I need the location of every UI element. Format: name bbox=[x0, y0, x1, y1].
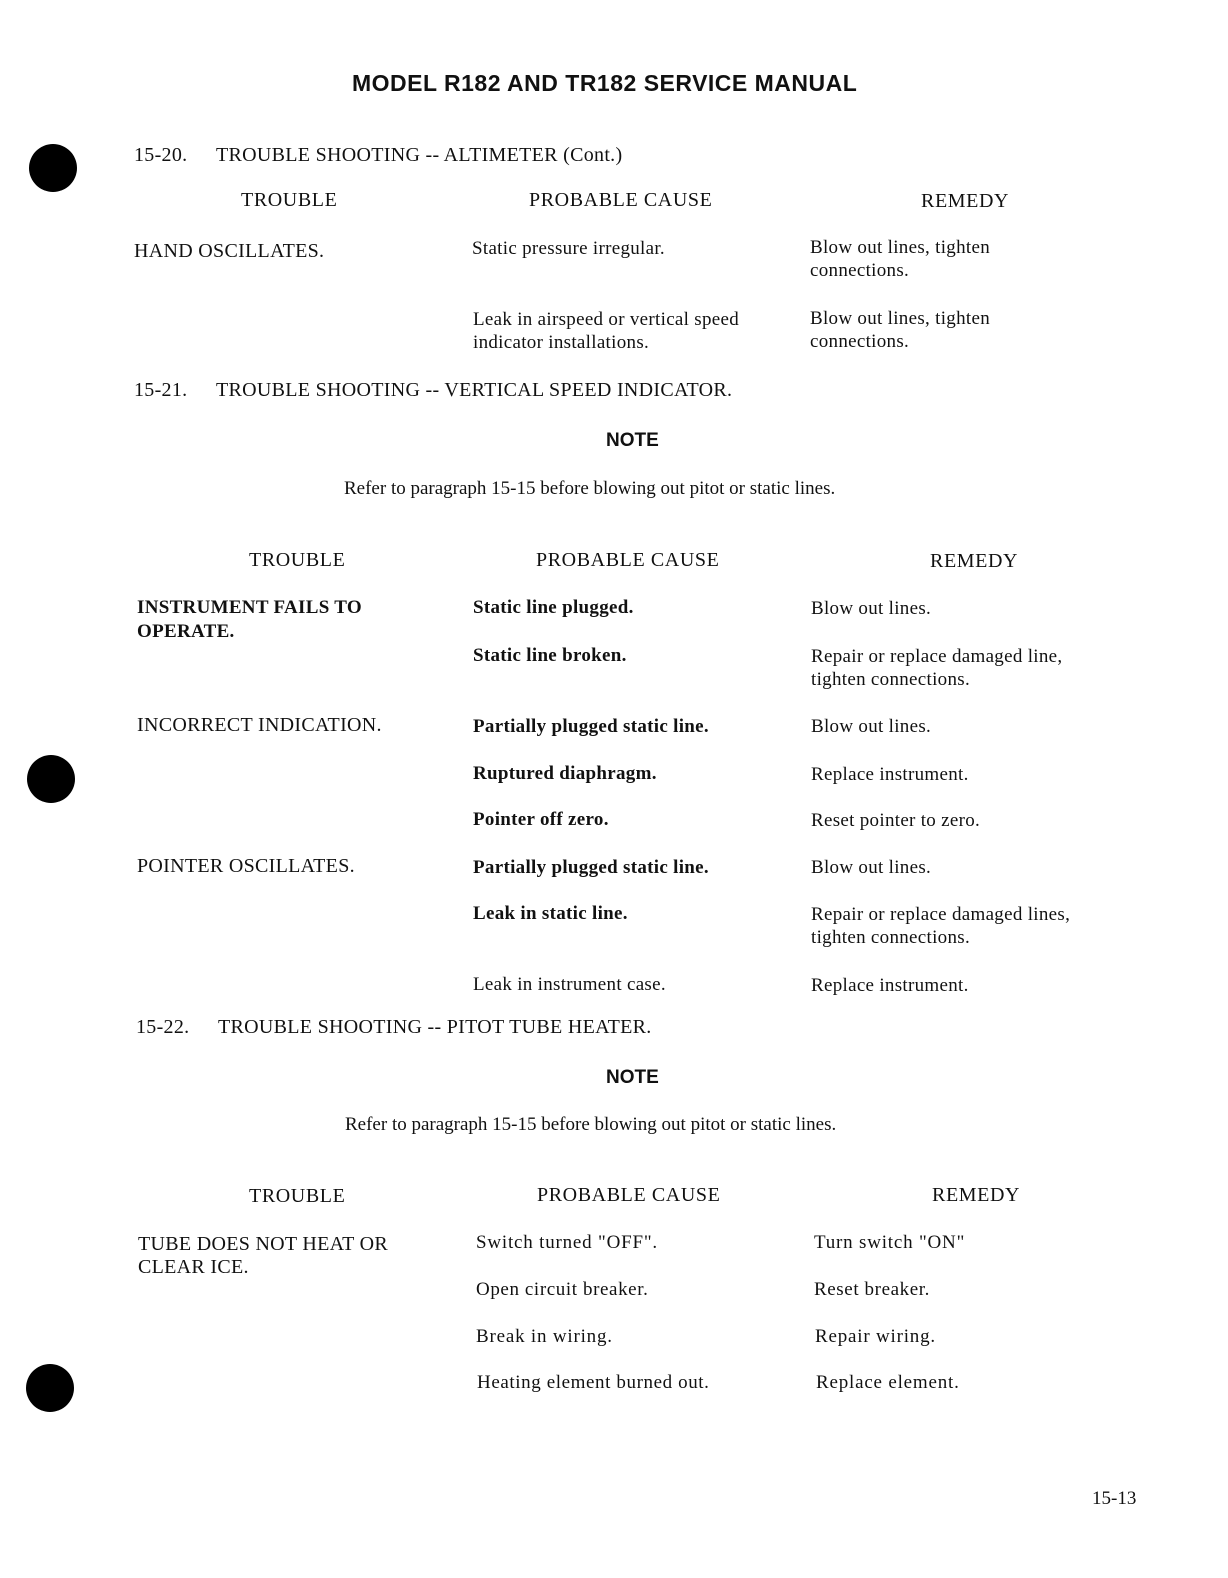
cause-cell: Static pressure irregular. bbox=[472, 238, 665, 259]
note-heading: NOTE bbox=[606, 430, 659, 451]
column-header-remedy: REMEDY bbox=[921, 190, 1010, 212]
column-header-trouble: TROUBLE bbox=[249, 549, 346, 571]
note-text: Refer to paragraph 15-15 before blowing out pitot or static lines. bbox=[345, 1114, 837, 1135]
binder-hole-middle bbox=[27, 755, 75, 803]
cause-cell: Static line broken. bbox=[473, 645, 627, 666]
remedy-cell: Repair or replace damaged lines, tighten connections. bbox=[811, 904, 1071, 948]
cause-cell: Leak in airspeed or vertical speed indicator installations. bbox=[473, 309, 740, 353]
trouble-cell: TUBE DOES NOT HEAT OR CLEAR ICE. bbox=[138, 1233, 389, 1278]
section-number: 15-21. bbox=[134, 379, 188, 401]
trouble-cell: INSTRUMENT FAILS TO OPERATE. bbox=[137, 597, 362, 642]
remedy-cell: Blow out lines. bbox=[811, 716, 932, 737]
note-text: Refer to paragraph 15-15 before blowing out pitot or static lines. bbox=[344, 478, 836, 499]
remedy-cell: Blow out lines. bbox=[811, 857, 932, 878]
section-number: 15-20. bbox=[134, 144, 188, 166]
cause-cell: Leak in static line. bbox=[473, 903, 628, 924]
remedy-cell: Replace instrument. bbox=[811, 975, 969, 996]
cause-cell: Partially plugged static line. bbox=[473, 857, 709, 878]
column-header-remedy: REMEDY bbox=[930, 550, 1019, 572]
remedy-cell: Reset breaker. bbox=[814, 1279, 931, 1300]
column-header-trouble: TROUBLE bbox=[241, 189, 338, 211]
cause-cell: Break in wiring. bbox=[476, 1326, 613, 1347]
cause-cell: Partially plugged static line. bbox=[473, 716, 709, 737]
section-title: TROUBLE SHOOTING -- PITOT TUBE HEATER. bbox=[218, 1016, 652, 1038]
column-header-probable-cause: PROBABLE CAUSE bbox=[529, 189, 713, 211]
binder-hole-top bbox=[29, 144, 77, 192]
page-number: 15-13 bbox=[1092, 1488, 1137, 1509]
cause-cell: Ruptured diaphragm. bbox=[473, 763, 657, 784]
section-title: TROUBLE SHOOTING -- ALTIMETER (Cont.) bbox=[216, 144, 623, 166]
remedy-cell: Turn switch "ON" bbox=[814, 1232, 966, 1253]
cause-cell: Static line plugged. bbox=[473, 597, 634, 618]
column-header-remedy: REMEDY bbox=[932, 1184, 1021, 1206]
section-title: TROUBLE SHOOTING -- VERTICAL SPEED INDICATOR. bbox=[216, 379, 733, 401]
section-heading-altimeter bbox=[134, 144, 622, 167]
remedy-cell: Blow out lines, tighten connections. bbox=[810, 308, 991, 352]
remedy-cell: Blow out lines. bbox=[811, 598, 932, 619]
note-heading: NOTE bbox=[606, 1067, 659, 1088]
trouble-cell: INCORRECT INDICATION. bbox=[137, 714, 382, 736]
trouble-cell: POINTER OSCILLATES. bbox=[137, 855, 355, 877]
cause-cell: Switch turned "OFF". bbox=[476, 1232, 658, 1253]
section-number: 15-22. bbox=[136, 1016, 190, 1038]
remedy-cell: Blow out lines, tighten connections. bbox=[810, 237, 991, 281]
cause-cell: Pointer off zero. bbox=[473, 809, 609, 830]
remedy-cell: Replace element. bbox=[816, 1372, 960, 1393]
remedy-cell: Replace instrument. bbox=[811, 764, 969, 785]
remedy-cell: Repair wiring. bbox=[815, 1326, 936, 1347]
binder-hole-bottom bbox=[26, 1364, 74, 1412]
cause-cell: Open circuit breaker. bbox=[476, 1279, 649, 1300]
page-title: MODEL R182 AND TR182 SERVICE MANUAL bbox=[352, 70, 858, 96]
trouble-cell: HAND OSCILLATES. bbox=[134, 240, 325, 262]
column-header-probable-cause: PROBABLE CAUSE bbox=[537, 1184, 721, 1206]
cause-cell: Leak in instrument case. bbox=[473, 974, 666, 995]
column-header-trouble: TROUBLE bbox=[249, 1185, 346, 1207]
remedy-cell: Repair or replace damaged line, tighten connections. bbox=[811, 646, 1063, 690]
section-heading-pitot-tube-heater bbox=[136, 1016, 652, 1039]
column-header-probable-cause: PROBABLE CAUSE bbox=[536, 549, 720, 571]
section-heading-vertical-speed-indicator bbox=[134, 379, 732, 402]
remedy-cell: Reset pointer to zero. bbox=[811, 810, 981, 831]
cause-cell: Heating element burned out. bbox=[477, 1372, 710, 1393]
